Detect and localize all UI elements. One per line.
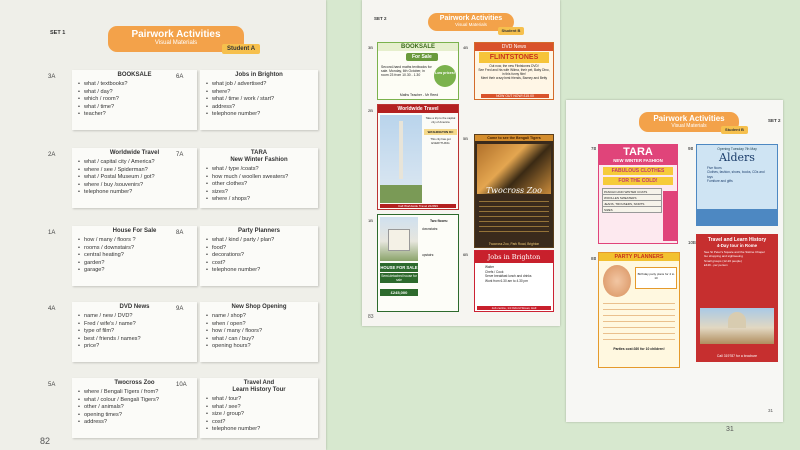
- tara-row: JEANS, TROUSERS, SKIRTS: [603, 201, 662, 207]
- list-item: See St Peter's Square and the Sistine Chapel: [704, 250, 765, 254]
- card-question: • what / time / work / start?: [204, 96, 314, 104]
- party-title: PARTY PLANNERS: [599, 253, 679, 261]
- zoo-footer: Twocross Zoo, Park Road, Brighton: [488, 242, 540, 246]
- tara-row: SIZES: [603, 207, 662, 213]
- card-question: • cost?: [204, 419, 314, 427]
- card-code: 5A: [48, 382, 56, 388]
- card-title: Worldwide Travel: [109, 150, 160, 156]
- card-title: Travel And Learn History Tour: [232, 380, 286, 393]
- list-item: Five floors: [707, 166, 722, 170]
- zoo-text-lines: [479, 201, 549, 235]
- ad-code: 4B: [463, 45, 468, 50]
- ad-code: 9B: [688, 146, 694, 151]
- card-question: • what job / advertised?: [204, 81, 314, 89]
- ad-code: 2B: [368, 108, 373, 113]
- card-question: • rooms / downstairs?: [76, 245, 193, 253]
- card-question: • what / time?: [76, 104, 193, 112]
- dvd-ad: [474, 42, 554, 100]
- banner-title: Pairwork Activities: [131, 29, 221, 40]
- party-planners-ad: [598, 252, 680, 368]
- card-title: Jobs in Brighton: [235, 72, 283, 78]
- card-question: • size / group?: [204, 411, 314, 419]
- booksale-footer: Maths Teacher - Mr Reed: [399, 93, 439, 97]
- banner-title: Pairwork Activities: [439, 15, 503, 22]
- card-question: • which / room?: [76, 96, 193, 104]
- card-question: • garden?: [76, 260, 193, 268]
- travel-tagline: Take a trip to the capital city of America: [425, 116, 456, 124]
- student-tag: Student B: [721, 126, 748, 134]
- house-shape: [388, 229, 410, 251]
- party-photo: [603, 265, 631, 297]
- twocross-zoo-ad: [474, 134, 554, 248]
- zoo-headline: Come to see the Bengali Tigers: [475, 135, 553, 141]
- card-code: 6A: [176, 74, 184, 80]
- card-question: • other clothes?: [204, 181, 314, 189]
- card-question: • where / see / Spiderman?: [76, 167, 193, 175]
- page-number: 83: [368, 314, 374, 320]
- tour-title: Travel and Learn History: [707, 237, 767, 243]
- dvd-line2: See Fred and his wife Wilma, their pet, Baby Dino, in this funny film!: [478, 68, 550, 76]
- tara-header: [599, 145, 677, 165]
- card-question: • what / textbooks?: [76, 81, 193, 89]
- ad-code: 3B: [368, 45, 373, 50]
- card-question: • telephone number?: [76, 189, 193, 197]
- card-question: • other / animals?: [76, 404, 193, 412]
- card-question: • name / shop?: [204, 313, 314, 321]
- alders-title: Alders: [719, 151, 755, 164]
- ad-code: 7B: [591, 146, 597, 151]
- ad-code: 8B: [591, 256, 597, 261]
- list-item: Waiter: [485, 265, 495, 269]
- jobs-list: [475, 263, 553, 285]
- tara-line-2: FOR THE COLD!: [603, 177, 673, 185]
- lawn-shape: [380, 185, 422, 203]
- card-question: • best / friends / names?: [76, 336, 193, 344]
- banner-subtitle: Visual Materials: [671, 123, 707, 129]
- booksale-subtitle: For Sale: [406, 53, 438, 61]
- worksheet-page-set2-b: [566, 100, 783, 433]
- prompt-card: [176, 378, 318, 438]
- page-number: 82: [40, 436, 51, 446]
- card-title: New Shop Opening: [231, 304, 287, 310]
- prompt-card: [176, 302, 318, 362]
- card-question: • what / Postal Museum / got?: [76, 174, 193, 182]
- prompt-card: [176, 226, 318, 286]
- dvd-header: DVD News: [475, 43, 553, 51]
- rome-photo: [700, 308, 774, 344]
- card-question: • food?: [204, 245, 314, 253]
- card-question: • cost?: [204, 260, 314, 268]
- page-number-corner: 31: [768, 408, 774, 413]
- card-question: • opening times?: [76, 412, 193, 420]
- card-question: • when / open?: [204, 321, 314, 329]
- card-title: House For Sale: [112, 228, 157, 234]
- banner-subtitle: Visual Materials: [154, 40, 198, 46]
- card-question: • where / shops?: [204, 196, 314, 204]
- card-question: • what / can / buy?: [204, 336, 314, 344]
- tara-row: PANCHO AND WINTER COATS: [603, 189, 662, 195]
- zoo-name: Twocross Zoo: [486, 186, 542, 195]
- card-question: • what / see?: [204, 404, 314, 412]
- washington-photo: [380, 115, 422, 203]
- card-question-list: [204, 237, 314, 275]
- tour-subtitle: 4-Day tour in Rome: [716, 243, 758, 248]
- card-code: 2A: [48, 152, 56, 158]
- ad-code: 5B: [463, 136, 468, 141]
- card-question: • address?: [204, 104, 314, 112]
- set-label: SET 2: [374, 16, 387, 21]
- house-label: HOUSE FOR SALE: [380, 265, 418, 270]
- card-code: 8A: [176, 230, 184, 236]
- travel-tagline-2: This city has got EVERYTHING: [430, 137, 451, 145]
- page-number: 31: [726, 426, 734, 433]
- card-question: • central heating?: [76, 252, 193, 260]
- card-question: • where / Bengali Tigers / from?: [76, 389, 193, 397]
- card-question: • opening hours?: [204, 343, 314, 351]
- list-item: Furniture and gifts: [707, 179, 733, 184]
- card-title: DVD News: [119, 304, 150, 310]
- card-question: • teacher?: [76, 111, 193, 119]
- house-upstairs: upstairs:: [422, 253, 435, 257]
- jobs-in-brighton-ad: [474, 250, 554, 312]
- banner-title: Pairwork Activities: [653, 114, 725, 123]
- tara-fashion-ad: [598, 144, 678, 244]
- booksale-title: BOOKSALE: [378, 43, 458, 51]
- card-question: • telephone number?: [204, 111, 314, 119]
- card-question: • what / tour?: [204, 396, 314, 404]
- jobs-title: Jobs in Brighton: [475, 251, 553, 263]
- card-question: • garage?: [76, 267, 193, 275]
- dvd-line3: Meet their crazy best friends, Barney and Betty: [480, 76, 548, 80]
- tour-list: [696, 248, 778, 270]
- card-question: • what / type /coats?: [204, 166, 314, 174]
- ad-code: 10B: [688, 240, 696, 245]
- alders-list: [697, 164, 777, 186]
- card-title: Party Planners: [237, 228, 281, 234]
- card-question: • how much / woollen sweaters?: [204, 174, 314, 182]
- booksale-ad: [377, 42, 459, 100]
- house-photo: [380, 217, 418, 261]
- list-item: £449 - per person: [704, 263, 728, 268]
- card-question: • where / buy /souvenirs?: [76, 182, 193, 190]
- list-item: Chefs / Cook: [485, 269, 504, 274]
- tara-side-strip: [663, 191, 677, 241]
- card-question: • telephone number?: [204, 426, 314, 434]
- student-tag: Student A: [222, 44, 260, 54]
- house-for-sale-ad: [377, 214, 459, 312]
- card-question-list: [204, 313, 314, 351]
- card-question: • decorations?: [204, 252, 314, 260]
- card-code: 9A: [176, 306, 184, 312]
- dvd-line1: Out now, the new Flintstones DVD!: [489, 64, 539, 68]
- card-question: • what / day?: [76, 89, 193, 97]
- jobs-footer: Job centre, 14 Oxford Street, Hull: [477, 306, 551, 310]
- card-question: • telephone number?: [204, 267, 314, 275]
- list-item: Go shopping and sightseeing: [704, 254, 743, 259]
- card-question: • what / capital city / America?: [76, 159, 193, 167]
- prompt-card: [176, 70, 318, 130]
- booksale-text: Second-hand maths textbooks for sale. Monday, 6th October, in room 23 from 10.30 - 1.30: [381, 65, 432, 78]
- card-code: 4A: [48, 306, 56, 312]
- card-question-list: [76, 313, 193, 351]
- card-question: • what / colour / Bengali Tigers?: [76, 397, 193, 405]
- card-question: • where?: [204, 89, 314, 97]
- dvd-price: NOW OUT NOW! £15.00: [481, 94, 549, 98]
- card-code: 10A: [176, 382, 187, 388]
- worksheet-page-set2: [362, 0, 560, 326]
- card-question: • sizes?: [204, 189, 314, 197]
- card-question-list: [76, 237, 193, 275]
- travel-title: Worldwide Travel: [378, 105, 458, 113]
- house-floors: Two floors:: [429, 219, 449, 223]
- alders-footer-band: [697, 209, 778, 225]
- card-question: • type of film?: [76, 328, 193, 336]
- ad-code: 6B: [463, 252, 468, 257]
- card-question-list: [76, 159, 193, 197]
- set-label: SET 2: [768, 118, 781, 123]
- house-price: £245,000: [380, 289, 418, 296]
- card-code: 1A: [48, 230, 56, 236]
- history-tour-ad: [696, 234, 778, 362]
- card-title: TARA New Winter Fashion: [230, 150, 288, 163]
- alders-note: Opening Tuesday 7th May: [717, 147, 757, 151]
- card-question: • how / many / floors?: [204, 328, 314, 336]
- low-prices-badge: Low prices!: [434, 65, 456, 87]
- worksheet-page-set1: [0, 0, 326, 450]
- alders-shop-ad: [696, 144, 778, 226]
- tara-line-1: FABULOUS CLOTHES: [603, 167, 673, 175]
- list-item: Work from 6.30 am to 4.30 pm: [485, 278, 528, 283]
- student-tag: Student B: [498, 27, 524, 35]
- banner-subtitle: Visual Materials: [455, 22, 487, 27]
- tour-footer: Call 319787 for a brochure: [716, 354, 758, 358]
- card-question-list: [204, 81, 314, 119]
- card-question: • how / many / floors ?: [76, 237, 193, 245]
- ad-code: 1B: [368, 218, 373, 223]
- list-item: Small groups (12-20 people): [704, 258, 742, 263]
- tara-price-table: [602, 188, 662, 213]
- party-note: Birthday party plans for 4 to 10: [635, 267, 677, 289]
- dome-shape: [728, 312, 746, 328]
- card-question: • name / new / DVD?: [76, 313, 193, 321]
- card-code: 3A: [48, 74, 56, 80]
- travel-capital: WASHINGTON DC: [424, 129, 457, 135]
- list-item: Clothes, fashion, shoes, books, CDs and toys: [707, 170, 765, 179]
- card-question-list: [76, 389, 193, 427]
- set-label: SET 1: [50, 30, 66, 36]
- card-title: BOOKSALE: [117, 72, 152, 78]
- card-code: 7A: [176, 152, 184, 158]
- prompt-card: [176, 148, 318, 208]
- list-item: Serve breakfast lunch and drinks: [485, 274, 532, 279]
- travel-footer: Call Worldwide Travel 222999: [380, 204, 456, 208]
- dvd-title: FLINTSTONES: [479, 52, 549, 63]
- house-downstairs: downstairs:: [422, 227, 439, 231]
- card-question: • Fred / wife's / name?: [76, 321, 193, 329]
- card-question-list: [204, 166, 314, 204]
- party-footer: Parties cost £60 for 10 children!: [613, 347, 665, 351]
- card-question-list: [204, 396, 314, 434]
- card-title: Twocross Zoo: [114, 380, 155, 386]
- card-question: • what / kind / party / plan?: [204, 237, 314, 245]
- monument-shape: [399, 121, 403, 179]
- card-question-list: [76, 81, 193, 119]
- worldwide-travel-ad: [377, 104, 459, 210]
- card-question: • price?: [76, 343, 193, 351]
- party-text-lines: [603, 303, 675, 343]
- house-subtitle: Semi-detached house for sale: [381, 274, 417, 282]
- tara-subtitle: NEW WINTER FASHION: [613, 158, 663, 163]
- tara-title: TARA: [623, 146, 653, 158]
- card-question: • address?: [76, 419, 193, 427]
- tara-row: WOOLLEN SWEATERS: [603, 195, 662, 201]
